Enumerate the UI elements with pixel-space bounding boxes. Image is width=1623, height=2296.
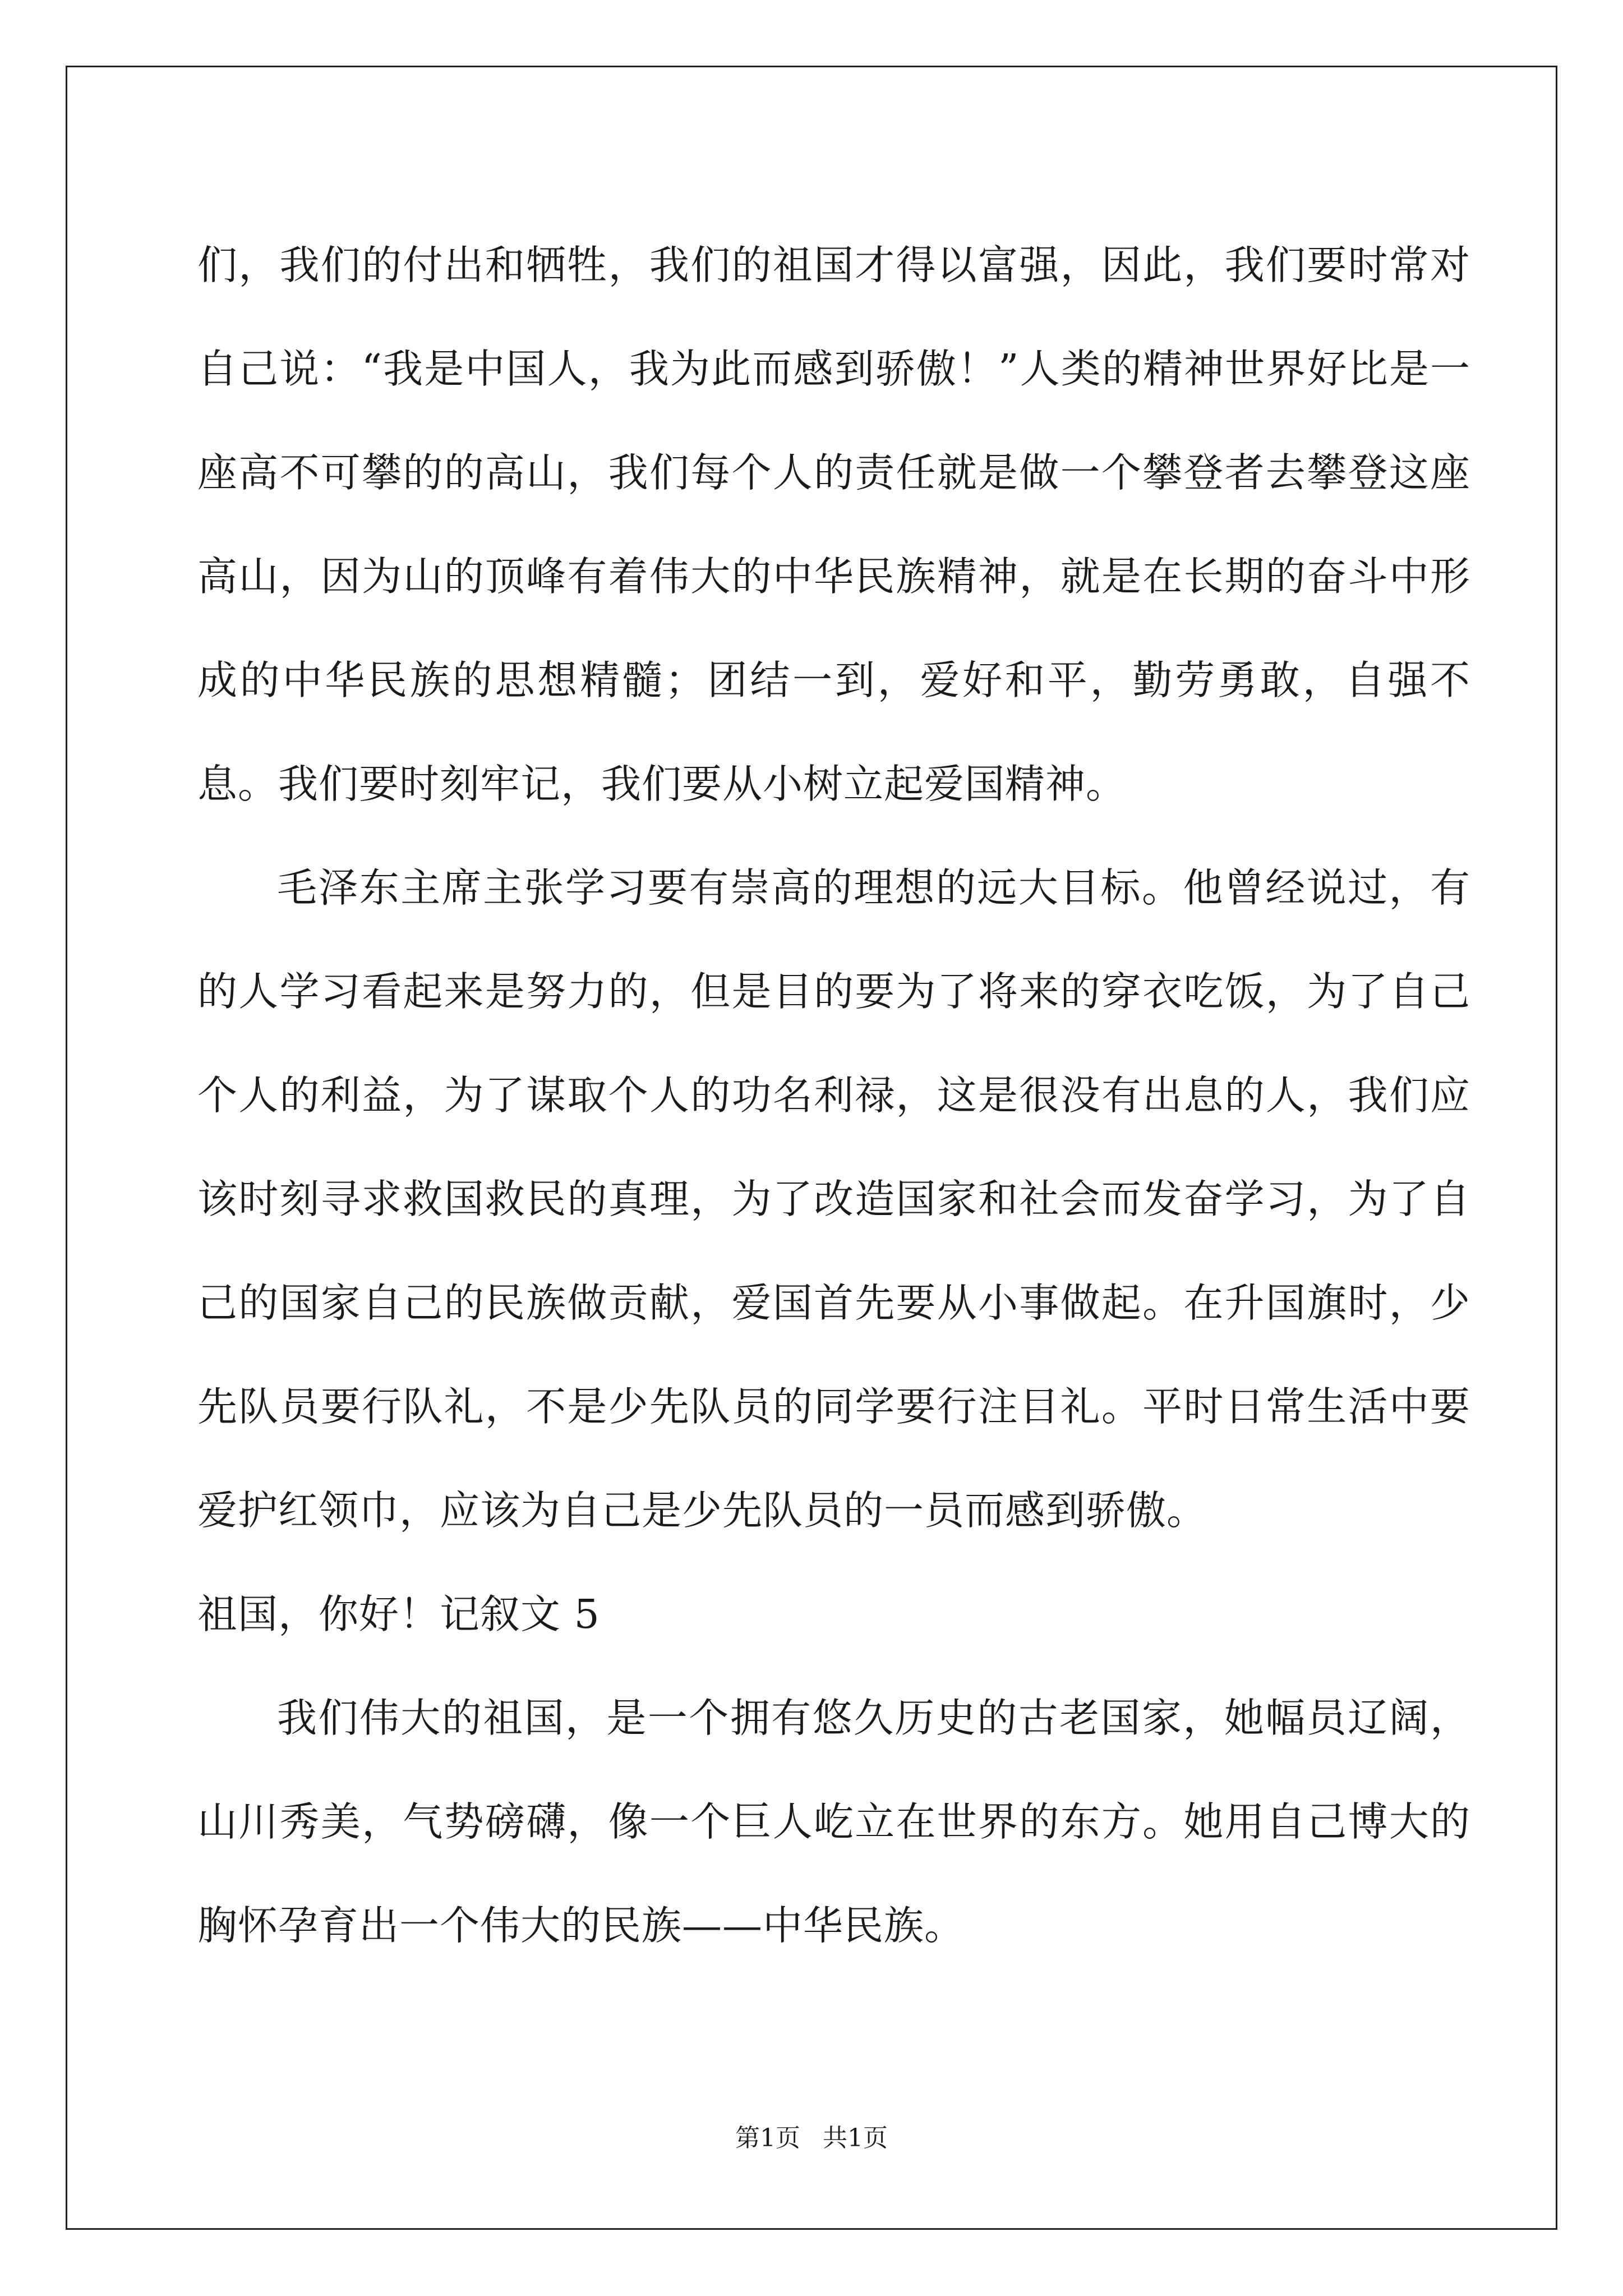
document-body (197, 213, 1470, 1977)
paragraph-2: 毛泽东主席主张学习要有崇高的理想的远大目标。他曾经说过，有的人学习看起来是努力的，但是目的要为了将来的穿衣吃饭，为了自己个人的利益，为了谋取个人的功名利禄，这是很没有出息的人，我们应该时刻寻求救国救民的真理，为了改造国家和社会而发奋学习，为了自己的国家自己的民族做贡献，爱国首先要从小事做起。在升国旗时，少先队员要行队礼，不是少先队员的同学要行注目礼。平时日常生活中要爱护红领巾，应该为自己是少先队员的一员而感到骄傲。 (197, 864, 1470, 1534)
page-total: 共1页 (823, 2124, 888, 2152)
paragraph-3: 我们伟大的祖国，是一个拥有悠久历史的古老国家，她幅员辽阔，山川秀美，气势磅礴，像一个巨人屹立在世界的东方。她用自己博大的胸怀孕育出一个伟大的民族——中华民族。 (197, 1695, 1470, 1949)
section-heading: 祖国，你好！记叙文 5 (197, 1591, 600, 1637)
page-number: 第1页 (735, 2124, 800, 2152)
paragraph-1: 们，我们的付出和牺牲，我们的祖国才得以富强，因此，我们要时常对自己说：“我是中国人，我为此而感到骄傲！”人类的精神世界好比是一座高不可攀的的高山，我们每个人的责任就是做一个攀登者去攀登这座高山，因为山的顶峰有着伟大的中华民族精神，就是在长期的奋斗中形成的中华民族的思想精髓；团结一到，爱好和平，勤劳勇敢，自强不息。我们要时刻牢记，我们要从小树立起爱国精神。 (197, 242, 1470, 807)
page-footer (0, 2122, 1623, 2155)
